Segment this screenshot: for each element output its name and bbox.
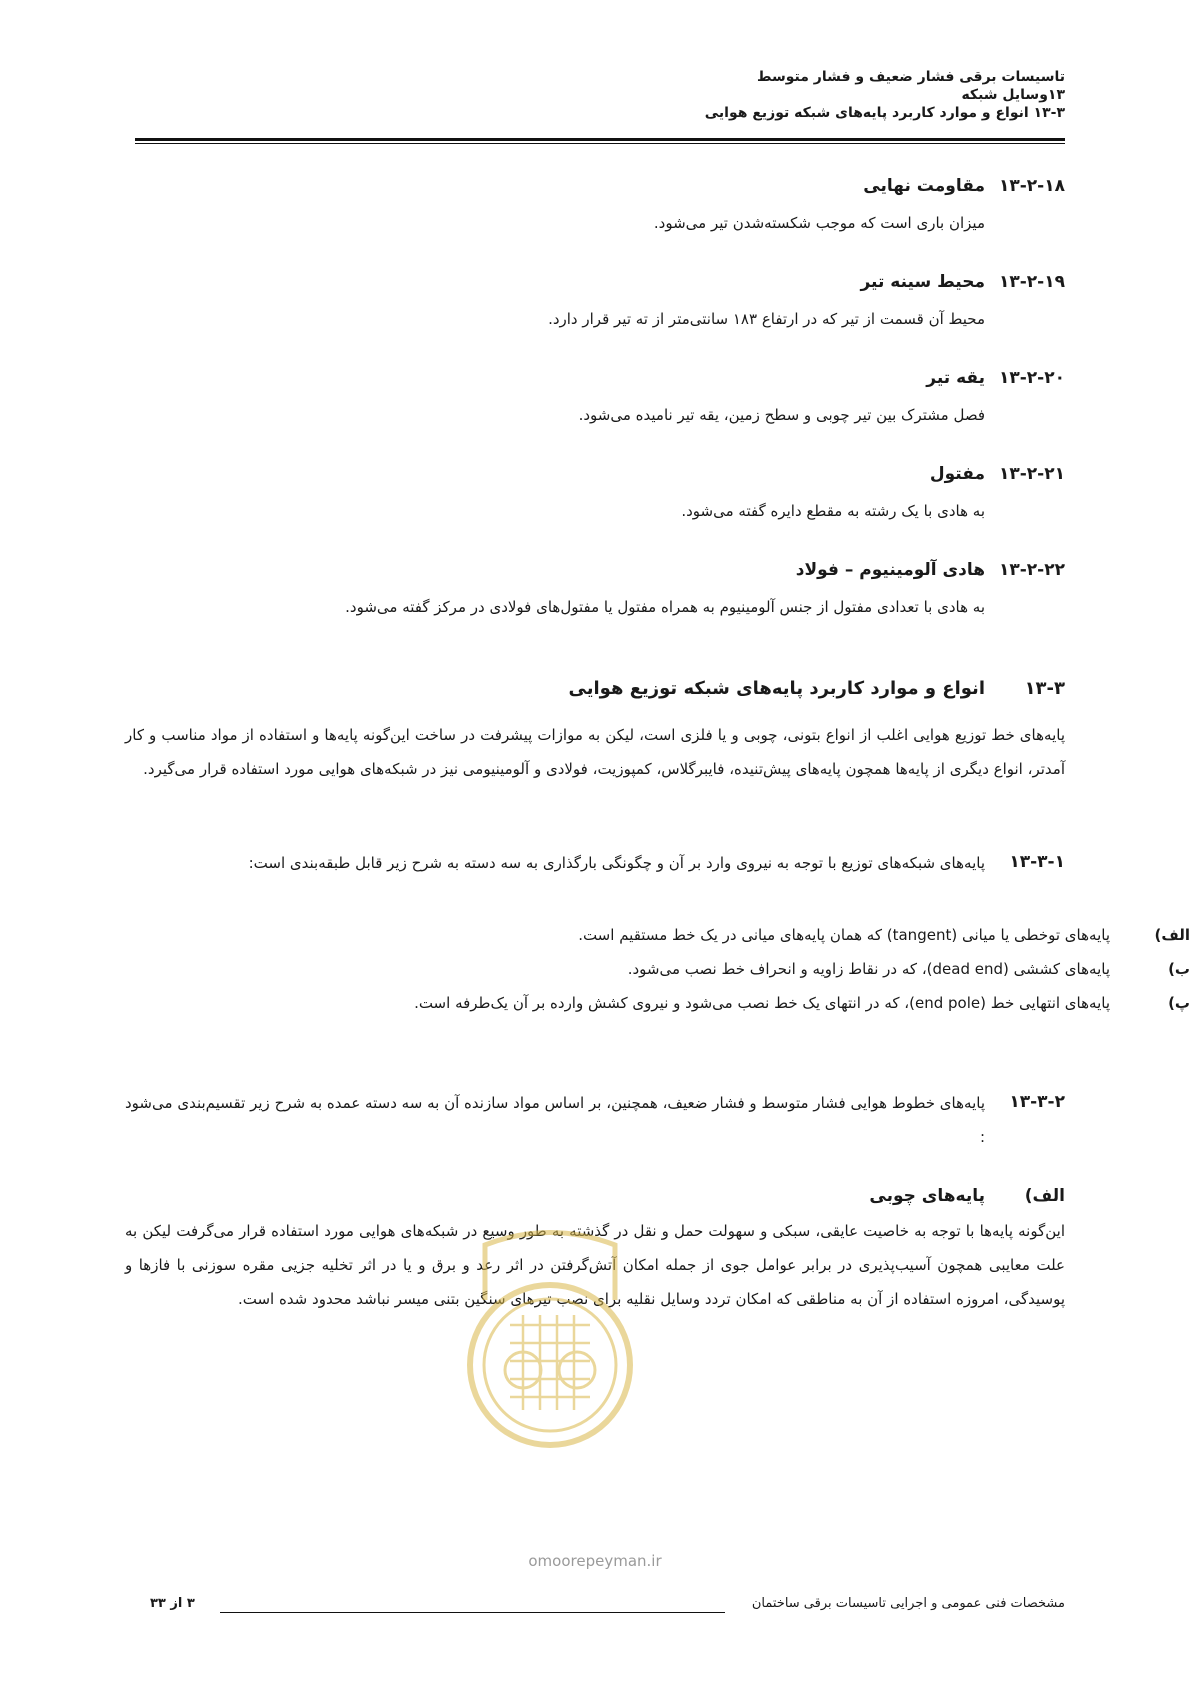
list-item-text: پایه‌های انتهایی خط (end pole)، که در انتهای یک خط نصب می‌شود و نیروی کشش وارده بر آن یک‌طرفه است. (414, 994, 1110, 1012)
watermark-url: omoorepeyman.ir (528, 1552, 662, 1570)
header-rule-thick (135, 138, 1065, 141)
definition-number: ۱۳-۲-۱۸ (999, 176, 1065, 196)
subsection-number: ۱۳-۳-۲ (1009, 1092, 1065, 1112)
header-line-1: تاسیسات برقی فشار ضعیف و فشار متوسط (756, 69, 1065, 85)
list-item-text: پایه‌های کششی (dead end)، که در نقاط زاویه و انحراف خط نصب می‌شود. (627, 960, 1110, 978)
header-line-3: ۱۳-۳ انواع و موارد کاربرد پایه‌های شبکه توزیع هوایی (704, 105, 1065, 121)
footer-rule (220, 1612, 725, 1613)
page-number: ۳ از ۳۳ (150, 1596, 195, 1611)
header-line-2: ۱۳وسایل شبکه (961, 87, 1065, 103)
definition-title: یقه تیر (926, 368, 985, 388)
definition-title: هادی آلومینیوم – فولاد (795, 560, 985, 580)
definition-number: ۱۳-۲-۱۹ (999, 272, 1065, 292)
list-item-text: پایه‌های توخطی یا میانی (tangent) که همان پایه‌های میانی در یک خط مستقیم است. (578, 926, 1110, 944)
list-item-label: الف) (1154, 926, 1190, 944)
definition-text: به هادی با یک رشته به مقطع دایره گفته می‌شود. (681, 502, 985, 520)
section-intro: پایه‌های خط توزیع هوایی اغلب از انواع بتونی، چوبی و یا فلزی است، لیکن به موازات پیشرفت در ساخت این‌گونه پایه‌ها و استفاده از مواد مناسب و کار آمدتر، انواع دیگری از پایه‌ها همچون پایه‌های پیش‌تنیده، فایبرگلاس، کمپوزیت، فولادی و آلومینیومی نیز در شبکه‌های هوایی مورد استفاده قرار می‌گیرد. (125, 726, 1065, 778)
definition-title: مفتول (929, 464, 985, 484)
definition-text: محیط آن قسمت از تیر که در ارتفاع ۱۸۳ سانتی‌متر از ته تیر قرار دارد. (548, 310, 985, 328)
definition-text: میزان باری است که موجب شکسته‌شدن تیر می‌شود. (653, 214, 985, 232)
section-number: ۱۳-۳ (1024, 678, 1065, 699)
list-item-label: پ) (1168, 994, 1190, 1012)
header-rule-thin (135, 143, 1065, 144)
subsection-number: ۱۳-۳-۱ (1009, 852, 1065, 872)
definition-title: مقاومت نهایی (863, 176, 985, 196)
footer-title: مشخصات فنی عمومی و اجرایی تاسیسات برقی ساختمان (751, 1596, 1065, 1611)
definition-number: ۱۳-۲-۲۰ (999, 368, 1065, 388)
definition-text: به هادی با تعدادی مفتول از جنس آلومینیوم به همراه مفتول یا مفتول‌های فولادی در مرکز گفته می‌شود. (345, 598, 985, 616)
wooden-poles-title: پایه‌های چوبی (869, 1186, 985, 1206)
wooden-poles-text: این‌گونه پایه‌ها با توجه به خاصیت عایقی، سبکی و سهولت حمل و نقل در گذشته به طور وسیع در شبکه‌های هوایی مورد استفاده قرار می‌گرفت لیکن به علت معایبی همچون آسیب‌پذیری در برابر عوامل جوی از جمله امکان آتش‌گرفتن در اثر رعد و برق و یا در اثر تخلیه جزیی مقره سوزنی با فازها و پوسیدگی، امروزه استفاده از آن به مناطقی که امکان تردد وسایل نقلیه برای نصب تیرهای سنگین بتنی میسر نباشد محدود شده است. (125, 1222, 1065, 1308)
watermark-seal-logo (455, 1225, 645, 1465)
running-header (125, 68, 1065, 122)
definition-title: محیط سینه تیر (860, 272, 985, 292)
subsection-text: پایه‌های خطوط هوایی فشار متوسط و فشار ضعیف، همچنین، بر اساس مواد سازنده آن به سه دسته عمده به شرح زیر تقسیم‌بندی می‌شود : (125, 1094, 985, 1146)
definition-text: فصل مشترک بین تیر چوبی و سطح زمین، یقه تیر نامیده می‌شود. (578, 406, 985, 424)
definition-number: ۱۳-۲-۲۲ (999, 560, 1065, 580)
section-title: انواع و موارد کاربرد پایه‌های شبکه توزیع هوایی (568, 678, 985, 699)
subsection-text: پایه‌های شبکه‌های توزیع با توجه به نیروی وارد بر آن و چگونگی بارگذاری به سه دسته به شرح زیر قابل طبقه‌بندی است: (248, 854, 985, 872)
list-item-label: الف) (1024, 1186, 1065, 1206)
list-item-label: ب) (1168, 960, 1190, 978)
definition-number: ۱۳-۲-۲۱ (999, 464, 1065, 484)
